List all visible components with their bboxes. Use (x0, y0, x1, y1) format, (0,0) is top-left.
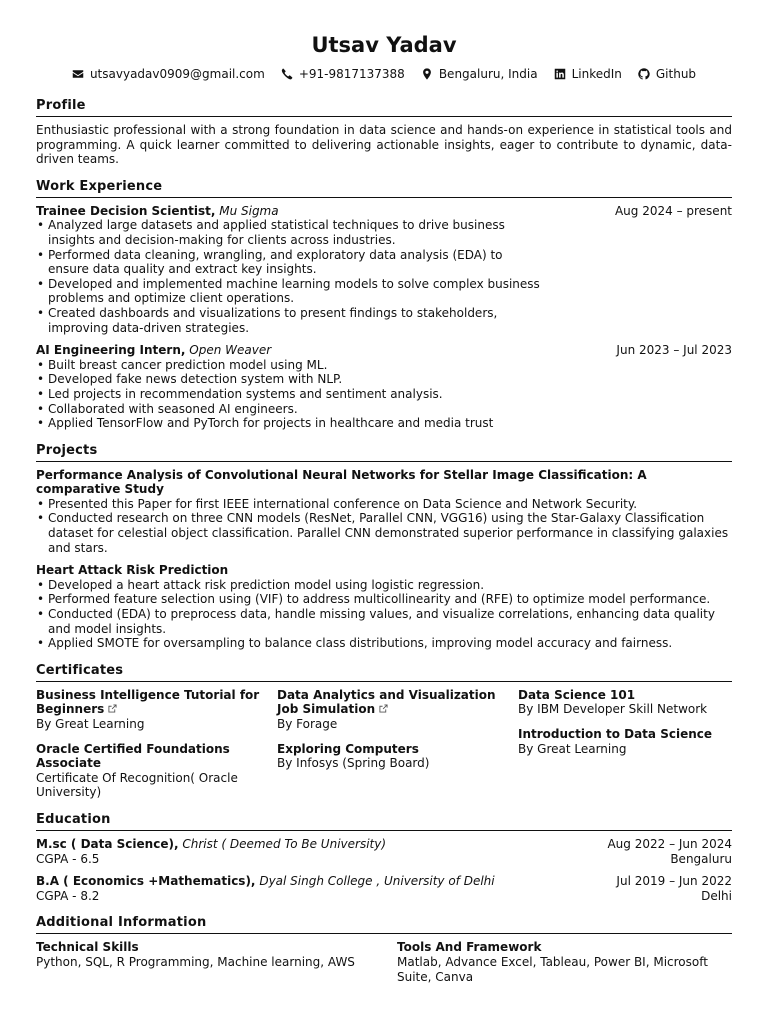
phone-icon (281, 68, 293, 80)
project-bullets (36, 578, 732, 651)
skills-title: Technical Skills (36, 940, 139, 955)
certificate-name: Business Intelligence Tutorial for Beginners (36, 687, 260, 717)
section-title-additional: Additional Information (36, 915, 732, 934)
linkedin-link: LinkedIn (571, 66, 622, 81)
job-header (36, 343, 732, 358)
certificate-name: Exploring Computers (277, 741, 419, 756)
certificate-item (36, 742, 277, 800)
skills-block (36, 940, 397, 984)
education-degree: B.A ( Economics +Mathematics), (36, 874, 256, 889)
list-item: • Analyzed large datasets and applied statistical techniques to drive business insights and decision-making for clients across industries. (36, 218, 546, 247)
tools-block (397, 940, 732, 984)
job-date: Jun 2023 – Jul 2023 (616, 343, 732, 358)
list-item: • Created dashboards and visualizations to present findings to stakeholders, improving data-driven strategies. (36, 306, 546, 335)
education-section (36, 812, 732, 903)
certificate-issuer: Certificate Of Recognition( Oracle University) (36, 770, 238, 800)
certificate-item (518, 688, 732, 717)
location-text: Bengaluru, India (438, 66, 538, 81)
candidate-name: Utsav Yadav (311, 33, 457, 57)
list-item: • Built breast cancer prediction model using ML. (36, 358, 732, 373)
external-link-icon (379, 704, 388, 713)
list-item: • Conducted (EDA) to preprocess data, handle missing values, and visualize correlations, enhancing data quality and model insights. (36, 607, 732, 636)
education-school: Christ ( Deemed To Be University) (182, 836, 387, 851)
list-item: • Led projects in recommendation systems and sentiment analysis. (36, 387, 732, 402)
list-item: • Developed and implemented machine learning models to solve complex business problems and optimize client operations. (36, 277, 546, 306)
github-icon (638, 68, 650, 80)
profile-section (36, 98, 732, 167)
contact-github[interactable] (638, 67, 696, 82)
job-company: Open Weaver (189, 343, 272, 358)
education-grade: CGPA - 6.5 (36, 851, 100, 866)
certificate-name: Oracle Certified Foundations Associate (36, 741, 230, 771)
certificate-issuer: By Great Learning (36, 717, 145, 731)
tools-text: Matlab, Advance Excel, Tableau, Power BI, Microsoft Suite, Canva (397, 954, 708, 984)
education-school: Dyal Singh College , University of Delhi (259, 874, 495, 889)
education-entry (36, 874, 732, 903)
certificates-column (277, 688, 518, 810)
education-date: Aug 2022 – Jun 2024 (607, 836, 732, 851)
certificate-link[interactable] (277, 688, 518, 717)
certificate-issuer: By IBM Developer Skill Network (518, 702, 708, 717)
list-item: • Developed a heart attack risk prediction model using logistic regression. (36, 578, 732, 593)
contact-location (421, 67, 538, 82)
certificates-column (518, 688, 732, 810)
location-pin-icon (421, 68, 433, 80)
additional-section (36, 915, 732, 984)
job-entry (36, 204, 732, 335)
project-entry (36, 563, 732, 651)
list-item: • Performed data cleaning, wrangling, and exploratory data analysis (EDA) to ensure data quality and extract key insights. (36, 248, 546, 277)
project-entry (36, 468, 732, 556)
project-bullets (36, 497, 732, 555)
certificate-item (277, 688, 518, 732)
education-degree: M.sc ( Data Science), (36, 836, 179, 851)
contact-bar (36, 64, 732, 84)
skills-text: Python, SQL, R Programming, Machine learning, AWS (36, 954, 355, 969)
section-title-profile: Profile (36, 98, 732, 117)
certificate-issuer: By Forage (277, 717, 338, 731)
certificate-item (518, 727, 732, 756)
linkedin-icon (554, 68, 566, 80)
list-item: • Conducted research on three CNN models (ResNet, Parallel CNN, VGG16) using the Star-Galaxy Classification dataset for celestial object classification. Parallel CNN demonstrated superior performance in classifying galaxies and stars. (36, 511, 732, 555)
job-entry (36, 343, 732, 431)
certificate-name: Introduction to Data Science (518, 727, 712, 741)
tools-title: Tools And Framework (397, 940, 542, 955)
certificate-item (277, 742, 518, 771)
additional-grid (36, 940, 732, 984)
phone-text: +91-9817137388 (298, 66, 405, 81)
certificate-item (36, 688, 277, 732)
education-grade: CGPA - 8.2 (36, 888, 100, 903)
education-place: Delhi (701, 888, 732, 903)
certificate-name: Data Science 101 (518, 687, 636, 702)
certificate-link[interactable] (36, 688, 277, 717)
work-section (36, 179, 732, 431)
github-link: Github (655, 66, 697, 81)
education-entry (36, 837, 732, 866)
job-role: Trainee Decision Scientist, (36, 203, 216, 218)
envelope-icon (72, 68, 84, 80)
contact-linkedin[interactable] (554, 67, 622, 82)
job-bullets (36, 218, 546, 335)
job-date: Aug 2024 – present (614, 203, 732, 218)
project-name: Heart Attack Risk Prediction (36, 563, 229, 578)
email-text: utsavyadav0909@gmail.com (89, 66, 265, 81)
certificates-section (36, 663, 732, 810)
job-role: AI Engineering Intern, (36, 343, 186, 358)
certificate-name: Data Analytics and Visualization Job Simulation (277, 687, 496, 717)
section-title-education: Education (36, 812, 732, 831)
job-header (36, 204, 732, 219)
projects-section (36, 443, 732, 651)
job-bullets (36, 358, 732, 431)
list-item: • Collaborated with seasoned AI engineers. (36, 402, 732, 417)
project-name: Performance Analysis of Convolutional Neural Networks for Stellar Image Classification: A comparative Study (36, 467, 647, 497)
education-place: Bengaluru (670, 851, 732, 866)
certificate-issuer: By Great Learning (518, 741, 627, 756)
certificates-grid (36, 688, 732, 810)
certificate-issuer: By Infosys (Spring Board) (277, 756, 430, 771)
section-title-projects: Projects (36, 443, 732, 462)
list-item: • Applied TensorFlow and PyTorch for projects in healthcare and media trust (36, 416, 732, 431)
job-company: Mu Sigma (219, 203, 279, 218)
section-title-certificates: Certificates (36, 663, 732, 682)
profile-text: Enthusiastic professional with a strong foundation in data science and hands-on experience in statistical tools and programming. A quick learner committed to delivering actionable insights, eager to contribute to dynamic, data-driven teams. (36, 123, 732, 167)
list-item: • Performed feature selection using (VIF) to address multicollinearity and (RFE) to optimize model performance. (36, 592, 732, 607)
list-item: • Presented this Paper for first IEEE international conference on Data Science and Network Security. (36, 497, 732, 512)
external-link-icon (108, 704, 117, 713)
list-item: • Developed fake news detection system with NLP. (36, 372, 732, 387)
section-title-work: Work Experience (36, 179, 732, 198)
list-item: • Applied SMOTE for oversampling to balance class distributions, improving model accuracy and fairness. (36, 636, 732, 651)
contact-email[interactable] (72, 67, 265, 82)
education-date: Jul 2019 – Jun 2022 (616, 874, 732, 889)
contact-phone[interactable] (281, 67, 405, 82)
certificates-column (36, 688, 277, 810)
